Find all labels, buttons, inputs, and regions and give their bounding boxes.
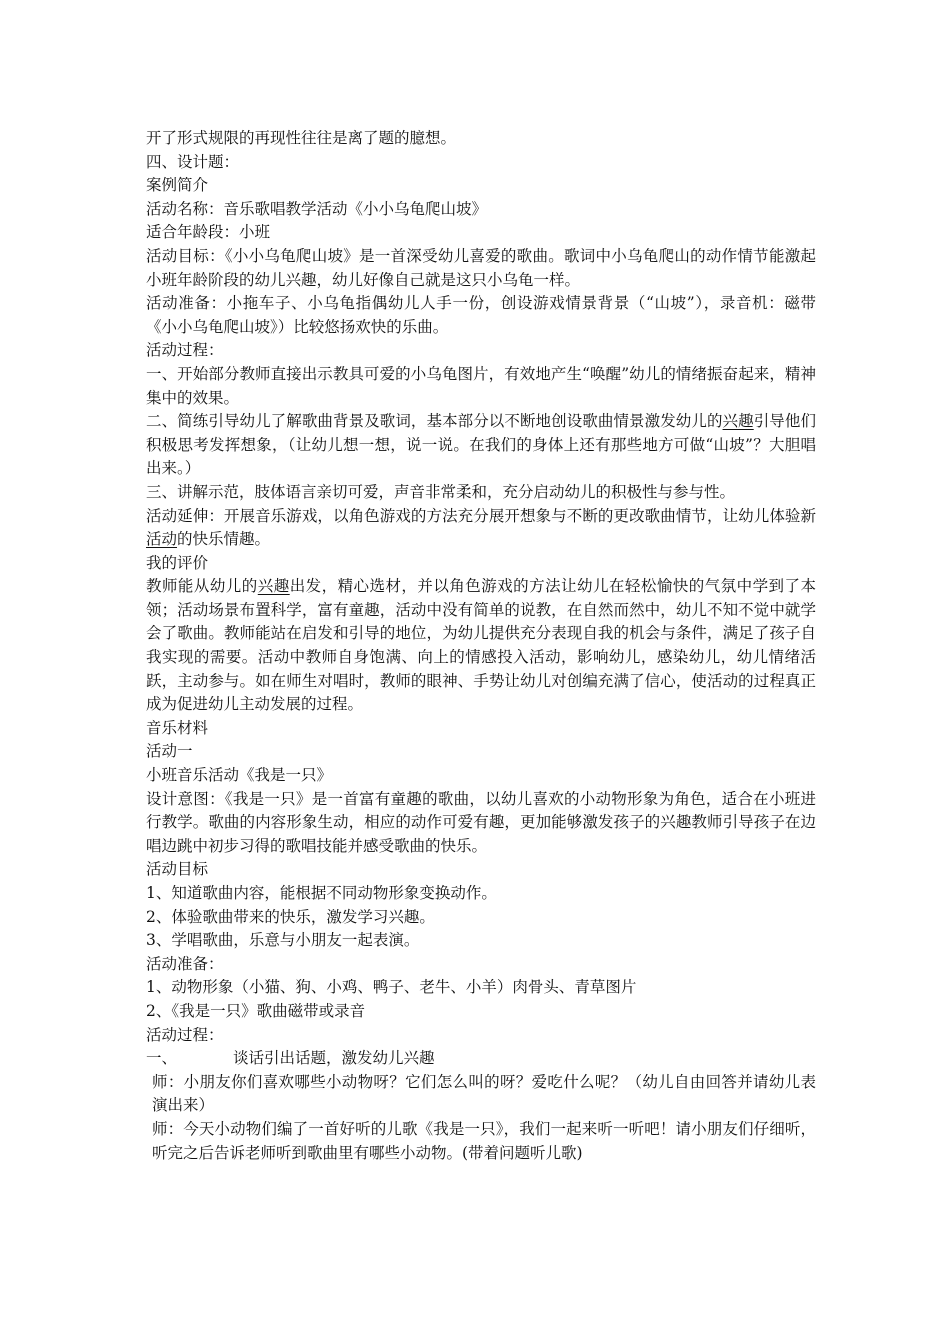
subheading: 活动过程： [146, 1025, 224, 1044]
process-step-3: 三、讲解示范，肢体语言亲切可爱，声音非常柔和，充分启动幼儿的积极性与参与性。 [146, 482, 736, 501]
process-step [146, 1047, 816, 1071]
text-run: 出发，精心选材，并以角色游戏的方法让幼儿在轻松愉快的气氛中学到了本领；活动场景布置科学，富有童趣，活动中没有简单的说教，在自然而然中，幼儿不知不觉中就学会了歌曲。教师能站在启发和引导的地位，为幼儿提供充分表现自我的机会与条件，满足了孩子自我实现的需要。活动中教师自身饱满、向上的情感投入活动，影响幼儿，感染幼儿，幼儿情绪活跃，主动参与。如在师生对唱时，教师的眼神、手势让幼儿对创编充满了信心，使活动的过程真正成为促进幼儿主动发展的过程。 [146, 577, 816, 714]
text-run: 活动延伸：开展音乐游戏，以角色游戏的方法充分展开想象与不断的更改歌曲情节，让幼儿体验新 [146, 506, 816, 525]
subheading: 案例简介 [146, 176, 209, 195]
activity-extension [146, 505, 816, 552]
step-number: 一、 [146, 1049, 178, 1068]
text-run: 教师能从幼儿的 [146, 577, 258, 596]
subheading: 活动一 [146, 742, 193, 761]
text-run: 引导他们积极思考发挥想象，（让幼儿想一想，说一说。在我们的身体上还有那些地方可做“山坡”？大胆唱出来。） [146, 412, 816, 478]
activity-prep: 活动准备：小拖车子、小乌龟指偶幼儿人手一份，创设游戏情景背景（“山坡”），录音机：磁带《小小乌龟爬山坡》）比较悠扬欢快的乐曲。 [146, 294, 816, 336]
subheading: 活动过程： [146, 341, 224, 360]
document-body [146, 127, 816, 1165]
activity-title: 小班音乐活动《我是一只》 [146, 766, 333, 785]
list-item: 1、知道歌曲内容，能根据不同动物形象变换动作。 [146, 884, 497, 902]
activity-goal: 活动目标：《小小乌龟爬山坡》是一首深受幼儿喜爱的歌曲。歌词中小乌龟爬山的动作情节能激起小班年龄阶段的幼儿兴趣，幼儿好像自己就是这只小乌龟一样。 [146, 246, 816, 289]
underlined-link[interactable]: 兴趣 [257, 577, 290, 596]
design-intent: 设计意图：《我是一只》是一首富有童趣的歌曲，以幼儿喜欢的小动物形象为角色，适合在小班进行教学。歌曲的内容形象生动，相应的动作可爱有趣，更加能够激发孩子的兴趣教师引导孩子在边唱边跳中初步习得的歌唱技能并感受歌曲的快乐。 [146, 789, 816, 855]
subheading: 活动准备： [146, 954, 224, 973]
process-step-2 [146, 410, 816, 481]
evaluation-paragraph [146, 575, 816, 717]
dialogue-line: 师：小朋友你们喜欢哪些小动物呀？它们怎么叫的呀？爱吃什么呢？（幼儿自由回答并请幼儿表演出来） [152, 1072, 816, 1115]
list-item: 2、体验歌曲带来的快乐，激发学习兴趣。 [146, 907, 435, 926]
underlined-link[interactable]: 兴趣 [722, 412, 754, 431]
text-run: 的快乐情趣。 [177, 530, 271, 549]
step-text: 谈话引出话题，激发幼儿兴趣 [233, 1049, 435, 1068]
paragraph: 开了形式规限的再现性往往是离了题的臆想。 [146, 129, 457, 147]
age-group: 适合年龄段：小班 [146, 223, 271, 242]
list-item: 1、动物形象（小猫、狗、小鸡、鸭子、老牛、小羊）肉骨头、青草图片 [146, 978, 637, 997]
list-item: 3、学唱歌曲，乐意与小朋友一起表演。 [146, 931, 420, 950]
subheading: 活动目标 [146, 860, 209, 879]
underlined-link[interactable]: 活动 [146, 530, 178, 549]
list-item: 2、《我是一只》歌曲磁带或录音 [146, 1001, 366, 1020]
process-step-1: 一、开始部分教师直接出示教具可爱的小乌龟图片，有效地产生“唤醒”幼儿的情绪振奋起来，精神集中的效果。 [146, 364, 816, 407]
dialogue-line: 师：今天小动物们编了一首好听的儿歌《我是一只》，我们一起来听一听吧！请小朋友们仔细听，听完之后告诉老师听到歌曲里有哪些小动物。(带着问题听儿歌) [152, 1119, 816, 1162]
activity-name: 活动名称：音乐歌唱教学活动《小小乌龟爬山坡》 [146, 199, 488, 218]
subheading: 音乐材料 [146, 718, 209, 737]
subheading: 我的评价 [146, 553, 209, 572]
text-run: 二、简练引导幼儿了解歌曲背景及歌词，基本部分以不断地创设歌曲情景激发幼儿的 [146, 412, 723, 431]
section-heading: 四、设计题： [146, 152, 240, 171]
